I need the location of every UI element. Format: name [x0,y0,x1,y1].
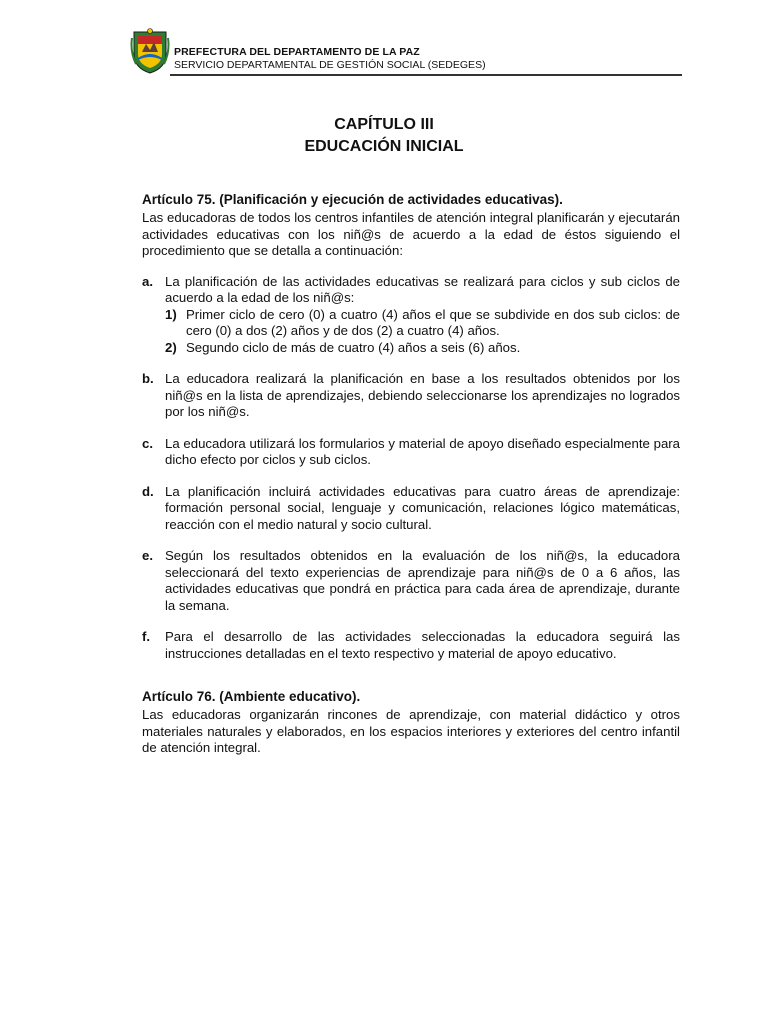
subitem-marker: 1) [165,306,177,322]
list-item-b [142,371,680,421]
chapter-number: CAPÍTULO III [334,116,434,133]
service-name: SERVICIO DEPARTAMENTAL DE GESTIÓN SOCIAL (SEDEGES) [174,59,486,71]
item-marker: c. [142,435,153,451]
article-75-intro: Las educadoras de todos los centros infantiles de atención integral planificarán y ejecutarán actividades educativas con los niñ@s de acuerdo a la edad de éstos siguiendo el procedimiento que se detalla a continuación: [142,210,680,258]
article-76 [142,688,680,757]
item-text: La educadora realizará la planificación en base a los resultados obtenidos por los niñ@s en la lista de aprendizajes, debiendo seleccionarse los aprendizajes no logrados por los niñ@s. [165,371,680,419]
cycle-sublist [165,307,680,357]
departmental-crest-icon [130,28,170,74]
article-75-list [142,274,680,663]
subitem-2 [165,340,680,357]
list-item-c [142,436,680,469]
subitem-text: Segundo ciclo de más de cuatro (4) años a seis (6) años. [186,339,521,355]
article-76-title: Artículo 76. (Ambiente educativo). [142,689,361,704]
item-marker: e. [142,548,153,563]
letterhead [130,28,682,80]
item-marker: d. [142,483,154,499]
letterhead-text [174,46,486,71]
list-item-a [142,274,680,357]
chapter-heading [0,114,768,158]
item-text: Según los resultados obtenidos en la evaluación de los niñ@s, la educadora seleccionará del texto experiencias de aprendizaje para niñ@s de 0 a 6 años, las actividades educativas que pondrá en práctica para cada área de aprendizaje, durante la semana. [165,548,680,613]
list-item-e [142,548,680,614]
item-marker: b. [142,371,154,386]
item-text: La planificación incluirá actividades educativas para cuatro áreas de aprendizaje: formación personal social, lenguaje y comunicación, relaciones lógico matemáticas, reacción con el medio natural y socio cultural. [165,483,680,532]
item-marker: f. [142,629,151,644]
subitem-text: Primer ciclo de cero (0) a cuatro (4) años el que se subdivide en dos sub ciclos: de cero (0) a dos (2) años y de dos (2) a cuatro (4) años. [186,306,680,338]
list-item-f [142,629,680,662]
item-text: La educadora utilizará los formularios y material de apoyo diseñado especialmente para dicho efecto por ciclos y sub ciclos. [165,435,680,467]
subitem-1 [165,307,680,340]
document-body [142,191,680,757]
item-text: Para el desarrollo de las actividades seleccionadas la educadora seguirá las instrucciones detalladas en el texto respectivo y material de apoyo educativo. [165,629,680,661]
article-76-text: Las educadoras organizarán rincones de aprendizaje, con material didáctico y otros materiales naturales y elaborados, en los espacios interiores y exteriores del centro infantil de atención integral. [142,707,680,755]
chapter-title: EDUCACIÓN INICIAL [304,138,464,155]
subitem-marker: 2) [165,339,177,355]
header-divider [170,74,682,76]
item-text: La planificación de las actividades educativas se realizará para ciclos y sub ciclos de acuerdo a la edad de los niñ@s: [165,273,680,305]
item-marker: a. [142,273,153,289]
institution-name: PREFECTURA DEL DEPARTAMENTO DE LA PAZ [174,46,420,58]
list-item-d [142,484,680,534]
article-75-title: Artículo 75. (Planificación y ejecución de actividades educativas). [142,192,563,207]
